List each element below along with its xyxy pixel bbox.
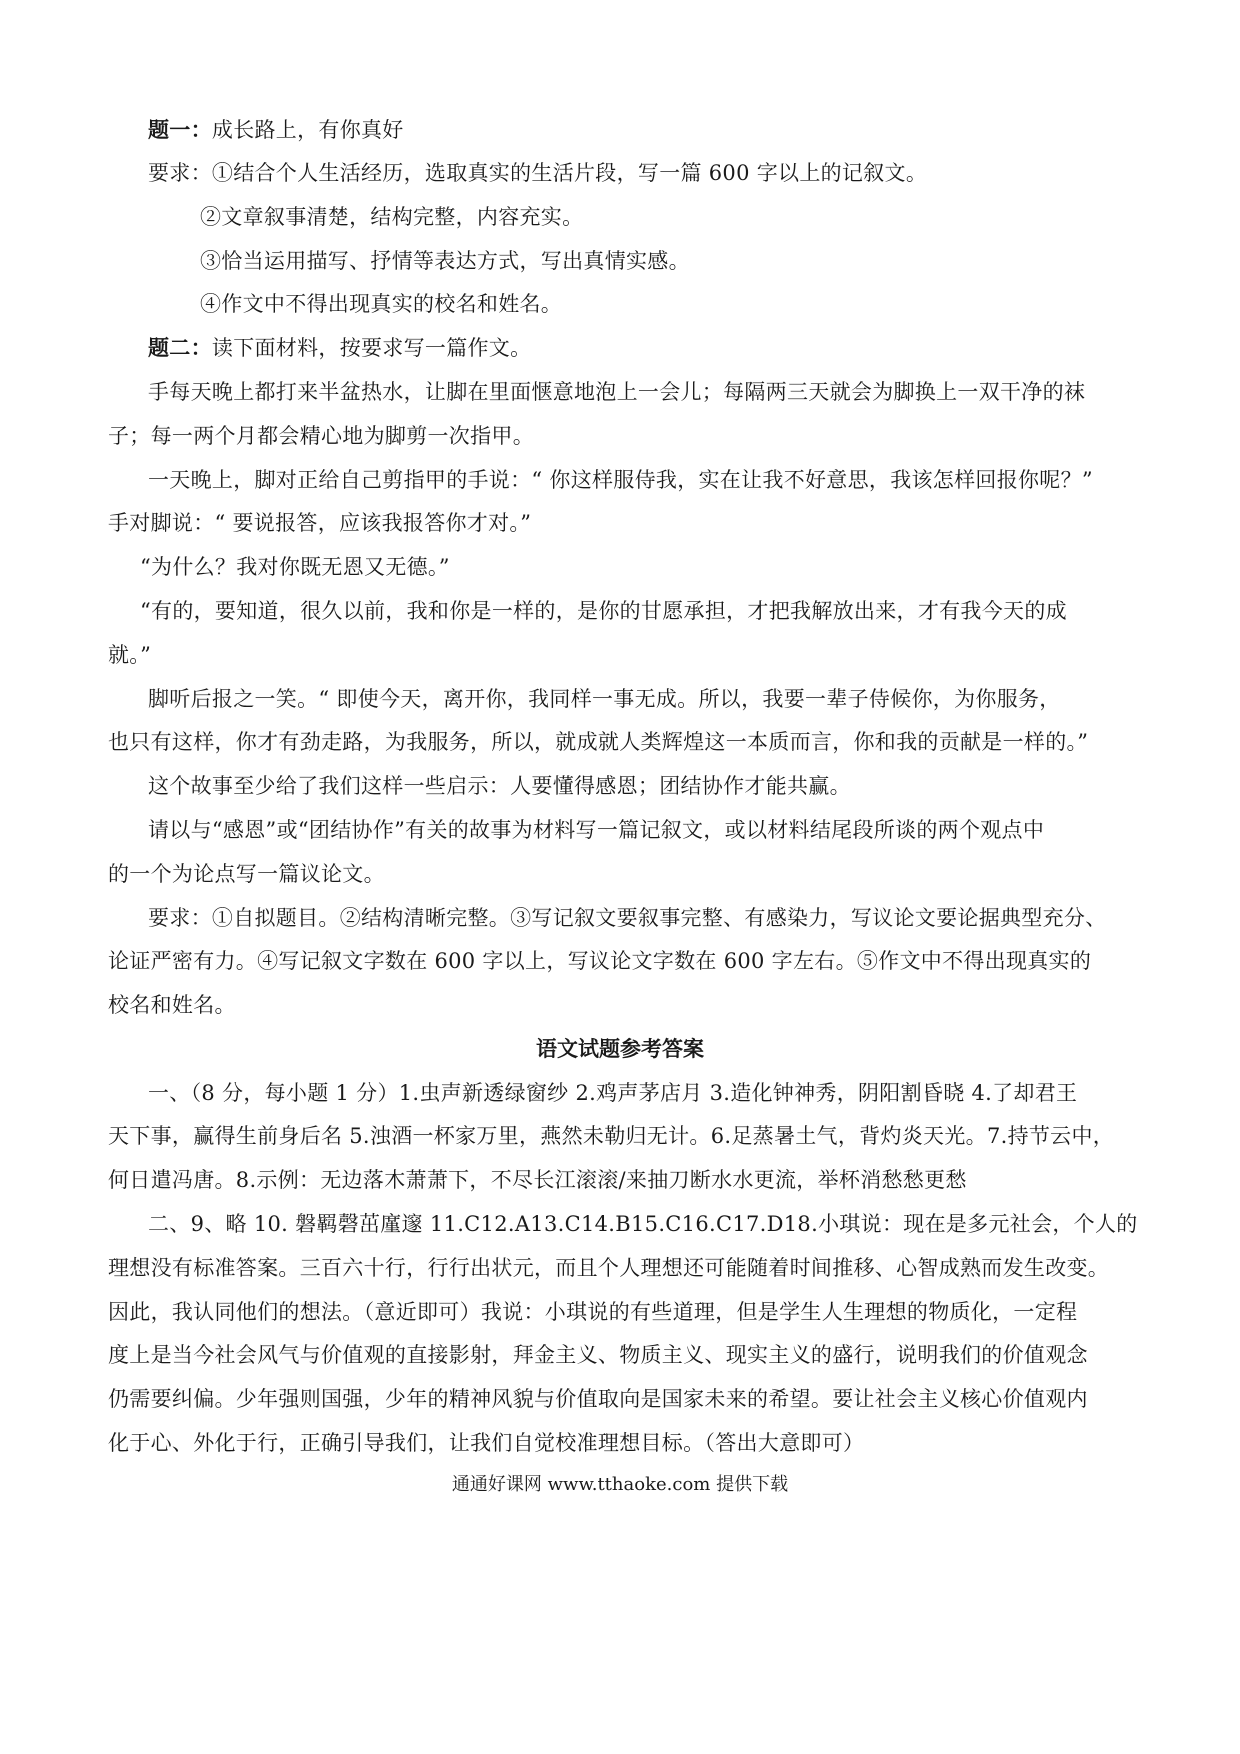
answers-section-2-line-6: 化于心、外化于行，正确引导我们，让我们自觉校准理想目标。（答出大意即可） [108,1431,865,1455]
answers-section-2-line-3: 因此，我认同他们的想法。（意近即可）我说：小琪说的有些道理，但是学生人生理想的物质化，一定程 [108,1300,1078,1324]
answers-section-2-line-1: 二、9、略 10. 磐羁磬茁廑邃 11.C12.A13.C14.B15.C16.C17.D18.小琪说：现在是多元社会，个人的 [148,1212,1138,1236]
topic1-heading [148,117,404,143]
answers-section-1-line-1: 一、（8 分，每小题 1 分）1.虫声新透绿窗纱 2.鸡声茅店月 3.造化钟神秀，阴阳割昏晓 4.了却君王 [148,1081,1078,1105]
material-paragraph-1-line-1: 手每天晚上都打来半盆热水，让脚在里面惬意地泡上一会儿；每隔两三天就会为脚换上一双干净的袜 [148,380,1086,404]
answers-title: 语文试题参考答案 [536,1036,704,1061]
instruction-line-2: 的一个为论点写一篇议论文。 [108,862,385,886]
topic2-requirement-line-3: 校名和姓名。 [108,993,236,1017]
material-paragraph-3: “为什么？我对你既无恩又无德。” [140,555,450,579]
material-paragraph-2-line-2: 手对脚说：“ 要说报答，应该我报答你才对。” [108,511,532,535]
material-paragraph-1-line-2: 子；每一两个月都会精心地为脚剪一次指甲。 [108,424,534,448]
topic1-requirement-1: 要求：①结合个人生活经历，选取真实的生活片段，写一篇 600 字以上的记叙文。 [148,161,928,185]
topic2-requirement-line-1: 要求：①自拟题目。②结构清晰完整。③写记叙文要叙事完整、有感染力，写议论文要论据典型充分、 [148,906,1107,930]
instruction-line-1: 请以与“感恩”或“团结协作”有关的故事为材料写一篇记叙文，或以材料结尾段所谈的两个观点中 [148,818,1045,842]
answers-section-2-line-4: 度上是当今社会风气与价值观的直接影射，拜金主义、物质主义、现实主义的盛行，说明我们的价值观念 [108,1343,1088,1367]
material-paragraph-2-line-1: 一天晚上，脚对正给自己剪指甲的手说：“ 你这样服侍我，实在让我不好意思，我该怎样回报你呢？” [148,468,1093,492]
material-paragraph-5-line-1: 脚听后报之一笑。“ 即使今天，离开你，我同样一事无成。所以，我要一辈子侍候你，为你服务， [148,687,1061,711]
answers-section-1-line-2: 天下事，赢得生前身后名 5.浊酒一杯家万里，燕然未勒归无计。6.足蒸暑土气，背灼炎天光。7.持节云中， [108,1124,1115,1148]
answers-section-2-line-2: 理想没有标准答案。三百六十行，行行出状元，而且个人理想还可能随着时间推移、心智成熟而发生改变。 [108,1256,1110,1280]
material-paragraph-4-line-2: 就。” [108,643,152,667]
topic1-requirement-4: ④作文中不得出现真实的校名和姓名。 [200,292,563,316]
answers-section-1-line-3: 何日遣冯唐。8.示例：无边落木萧萧下，不尽长江滚滚/来抽刀断水水更流，举杯消愁愁更愁 [108,1168,967,1192]
topic2-heading [148,335,531,361]
topic1-label: 题一： [148,117,212,142]
topic2-requirement-line-2: 论证严密有力。④写记叙文字数在 600 字以上，写议论文字数在 600 字左右。⑤作文中不得出现真实的 [108,949,1092,973]
topic2-intro: 读下面材料，按要求写一篇作文。 [211,336,532,360]
material-paragraph-6: 这个故事至少给了我们这样一些启示：人要懂得感恩；团结协作才能共赢。 [148,774,851,798]
material-paragraph-5-line-2: 也只有这样，你才有劲走路，为我服务，所以，就成就人类辉煌这一本质而言，你和我的贡献是一样的。” [108,730,1089,754]
topic1-title: 成长路上，有你真好 [211,118,404,142]
answers-section-2-line-5: 仍需要纠偏。少年强则国强，少年的精神风貌与价值取向是国家未来的希望。要让社会主义核心价值观内 [108,1387,1088,1411]
topic1-requirement-2: ②文章叙事清楚，结构完整，内容充实。 [200,205,584,229]
material-paragraph-4-line-1: “有的，要知道，很久以前，我和你是一样的，是你的甘愿承担，才把我解放出来，才有我今天的成 [140,599,1067,623]
page-footer: 通通好课网 www.tthaoke.com 提供下载 [451,1474,789,1495]
topic2-label: 题二： [148,335,212,360]
topic1-requirement-3: ③恰当运用描写、抒情等表达方式，写出真情实感。 [200,249,690,273]
